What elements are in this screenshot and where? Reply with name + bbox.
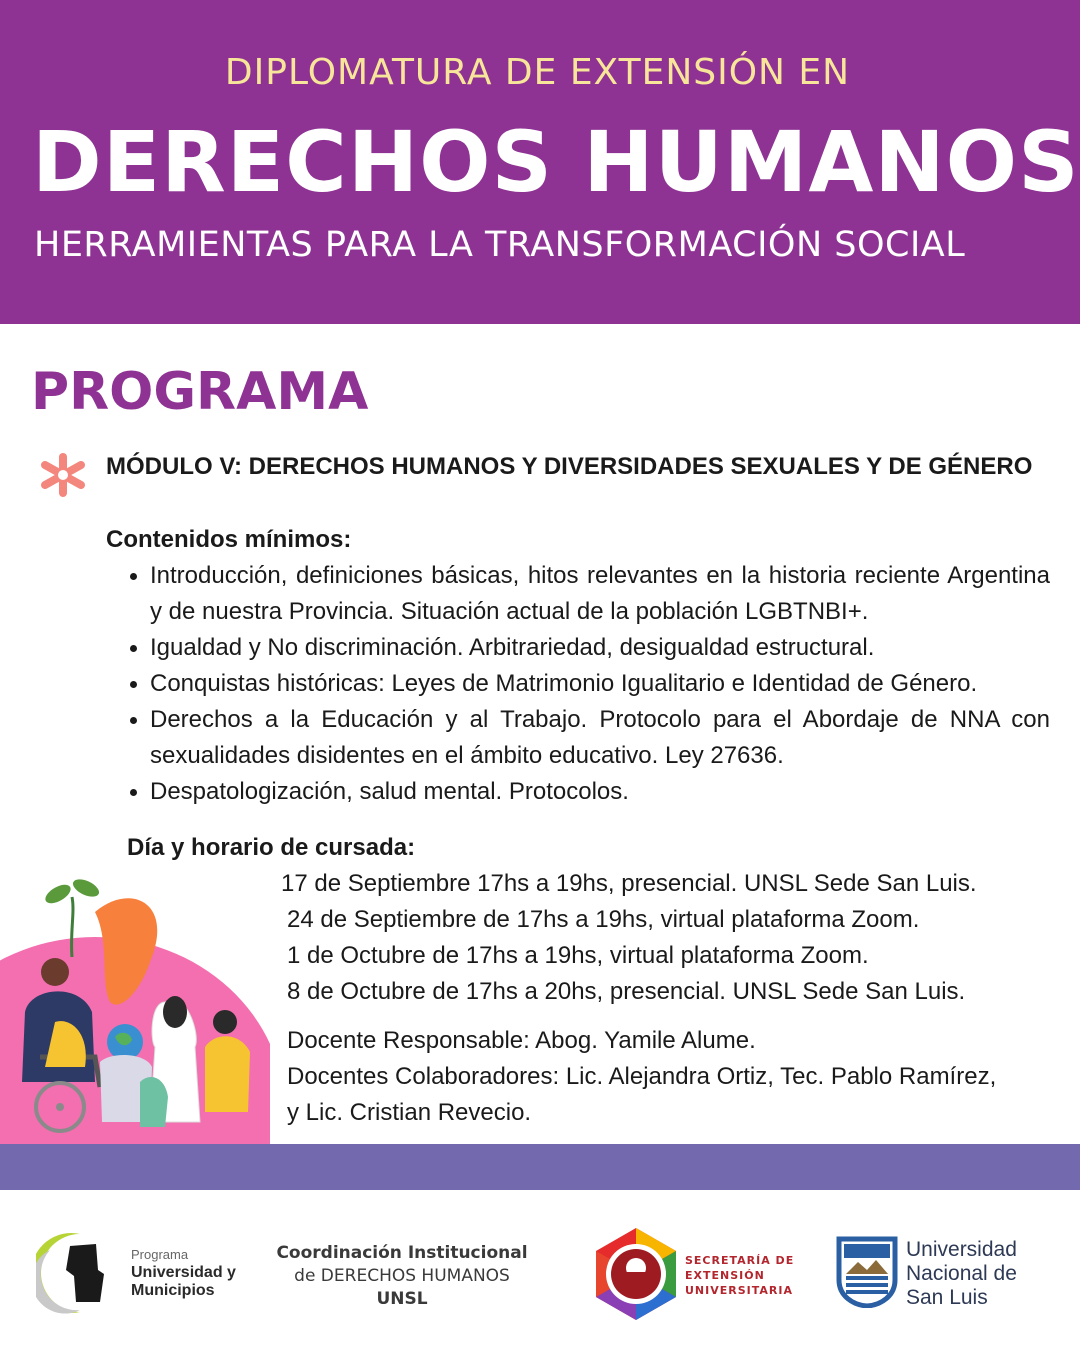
logo-small-text: Programa <box>131 1247 189 1262</box>
contents-label: Contenidos mínimos: <box>106 526 352 553</box>
logo-line: SECRETARÍA DE <box>685 1254 795 1267</box>
teacher-collaborators: Docentes Colaboradores: Lic. Alejandra Ortiz, Tec. Pablo Ramírez, <box>287 1063 997 1090</box>
logo-line: Municipios <box>131 1282 215 1299</box>
section-title: PROGRAMA <box>31 362 369 422</box>
schedule-date: 1 de Octubre de 17hs a 19hs, virtual plataforma Zoom. <box>287 942 869 969</box>
header-banner <box>0 0 1080 324</box>
list-item: Despatologización, salud mental. Protocolos. <box>150 774 1050 810</box>
logo-line: EXTENSIÓN <box>685 1269 765 1282</box>
list-item: Igualdad y No discriminación. Arbitrariedad, desigualdad estructural. <box>150 630 1050 666</box>
extension-e-icon <box>588 1226 684 1322</box>
coordination-line: UNSL <box>376 1289 428 1309</box>
list-item: Derechos a la Educación y al Trabajo. Protocolo para el Abordaje de NNA con sexualidades disidentes en el ámbito educativo. Ley 27636. <box>150 702 1050 774</box>
module-title: MÓDULO V: DERECHOS HUMANOS Y DIVERSIDADES SEXUALES Y DE GÉNERO <box>106 453 1033 480</box>
diversity-people-illustration <box>0 872 270 1144</box>
list-item: Conquistas históricas: Leyes de Matrimonio Igualitario e Identidad de Género. <box>150 666 1050 702</box>
asterisk-icon <box>38 452 88 498</box>
logo-line: Universidad y <box>131 1264 236 1281</box>
schedule-title: Día y horario de cursada: <box>127 834 416 861</box>
header-top-line: DIPLOMATURA DE EXTENSIÓN EN <box>224 52 851 93</box>
coordination-line: Coordinación Institucional <box>276 1243 528 1263</box>
footer-band <box>0 1144 1080 1190</box>
unsl-shield-icon <box>836 1236 898 1308</box>
logo-line: San Luis <box>906 1286 988 1309</box>
teacher-collaborators-cont: y Lic. Cristian Revecio. <box>287 1099 532 1126</box>
schedule-date: 17 de Septiembre 17hs a 19hs, presencial. UNSL Sede San Luis. <box>281 870 977 897</box>
coordination-label <box>266 1242 538 1311</box>
logo-unsl-text <box>906 1238 1017 1310</box>
teacher-responsible: Docente Responsable: Abog. Yamile Alume. <box>287 1027 756 1054</box>
coordination-line: de DERECHOS HUMANOS <box>294 1266 510 1286</box>
logo-universidad-municipios <box>131 1246 236 1300</box>
contents-list <box>150 558 1050 810</box>
schedule-date: 8 de Octubre de 17hs a 20hs, presencial. UNSL Sede San Luis. <box>287 978 966 1005</box>
logo-line: Nacional de <box>906 1262 1017 1285</box>
header-subtitle: HERRAMIENTAS PARA LA TRANSFORMACIÓN SOCIAL <box>34 225 966 265</box>
logo-line: Universidad <box>906 1238 1017 1261</box>
list-item: Introducción, definiciones básicas, hitos relevantes en la historia reciente Argentina y de nuestra Provincia. Situación actual de la población LGBTNBI+. <box>150 558 1050 630</box>
logo-line: UNIVERSITARIA <box>685 1284 793 1297</box>
logo-secretaria-extension <box>685 1253 794 1298</box>
schedule-date: 24 de Septiembre de 17hs a 19hs, virtual plataforma Zoom. <box>287 906 920 933</box>
header-title: DERECHOS HUMANOS <box>32 113 1080 211</box>
